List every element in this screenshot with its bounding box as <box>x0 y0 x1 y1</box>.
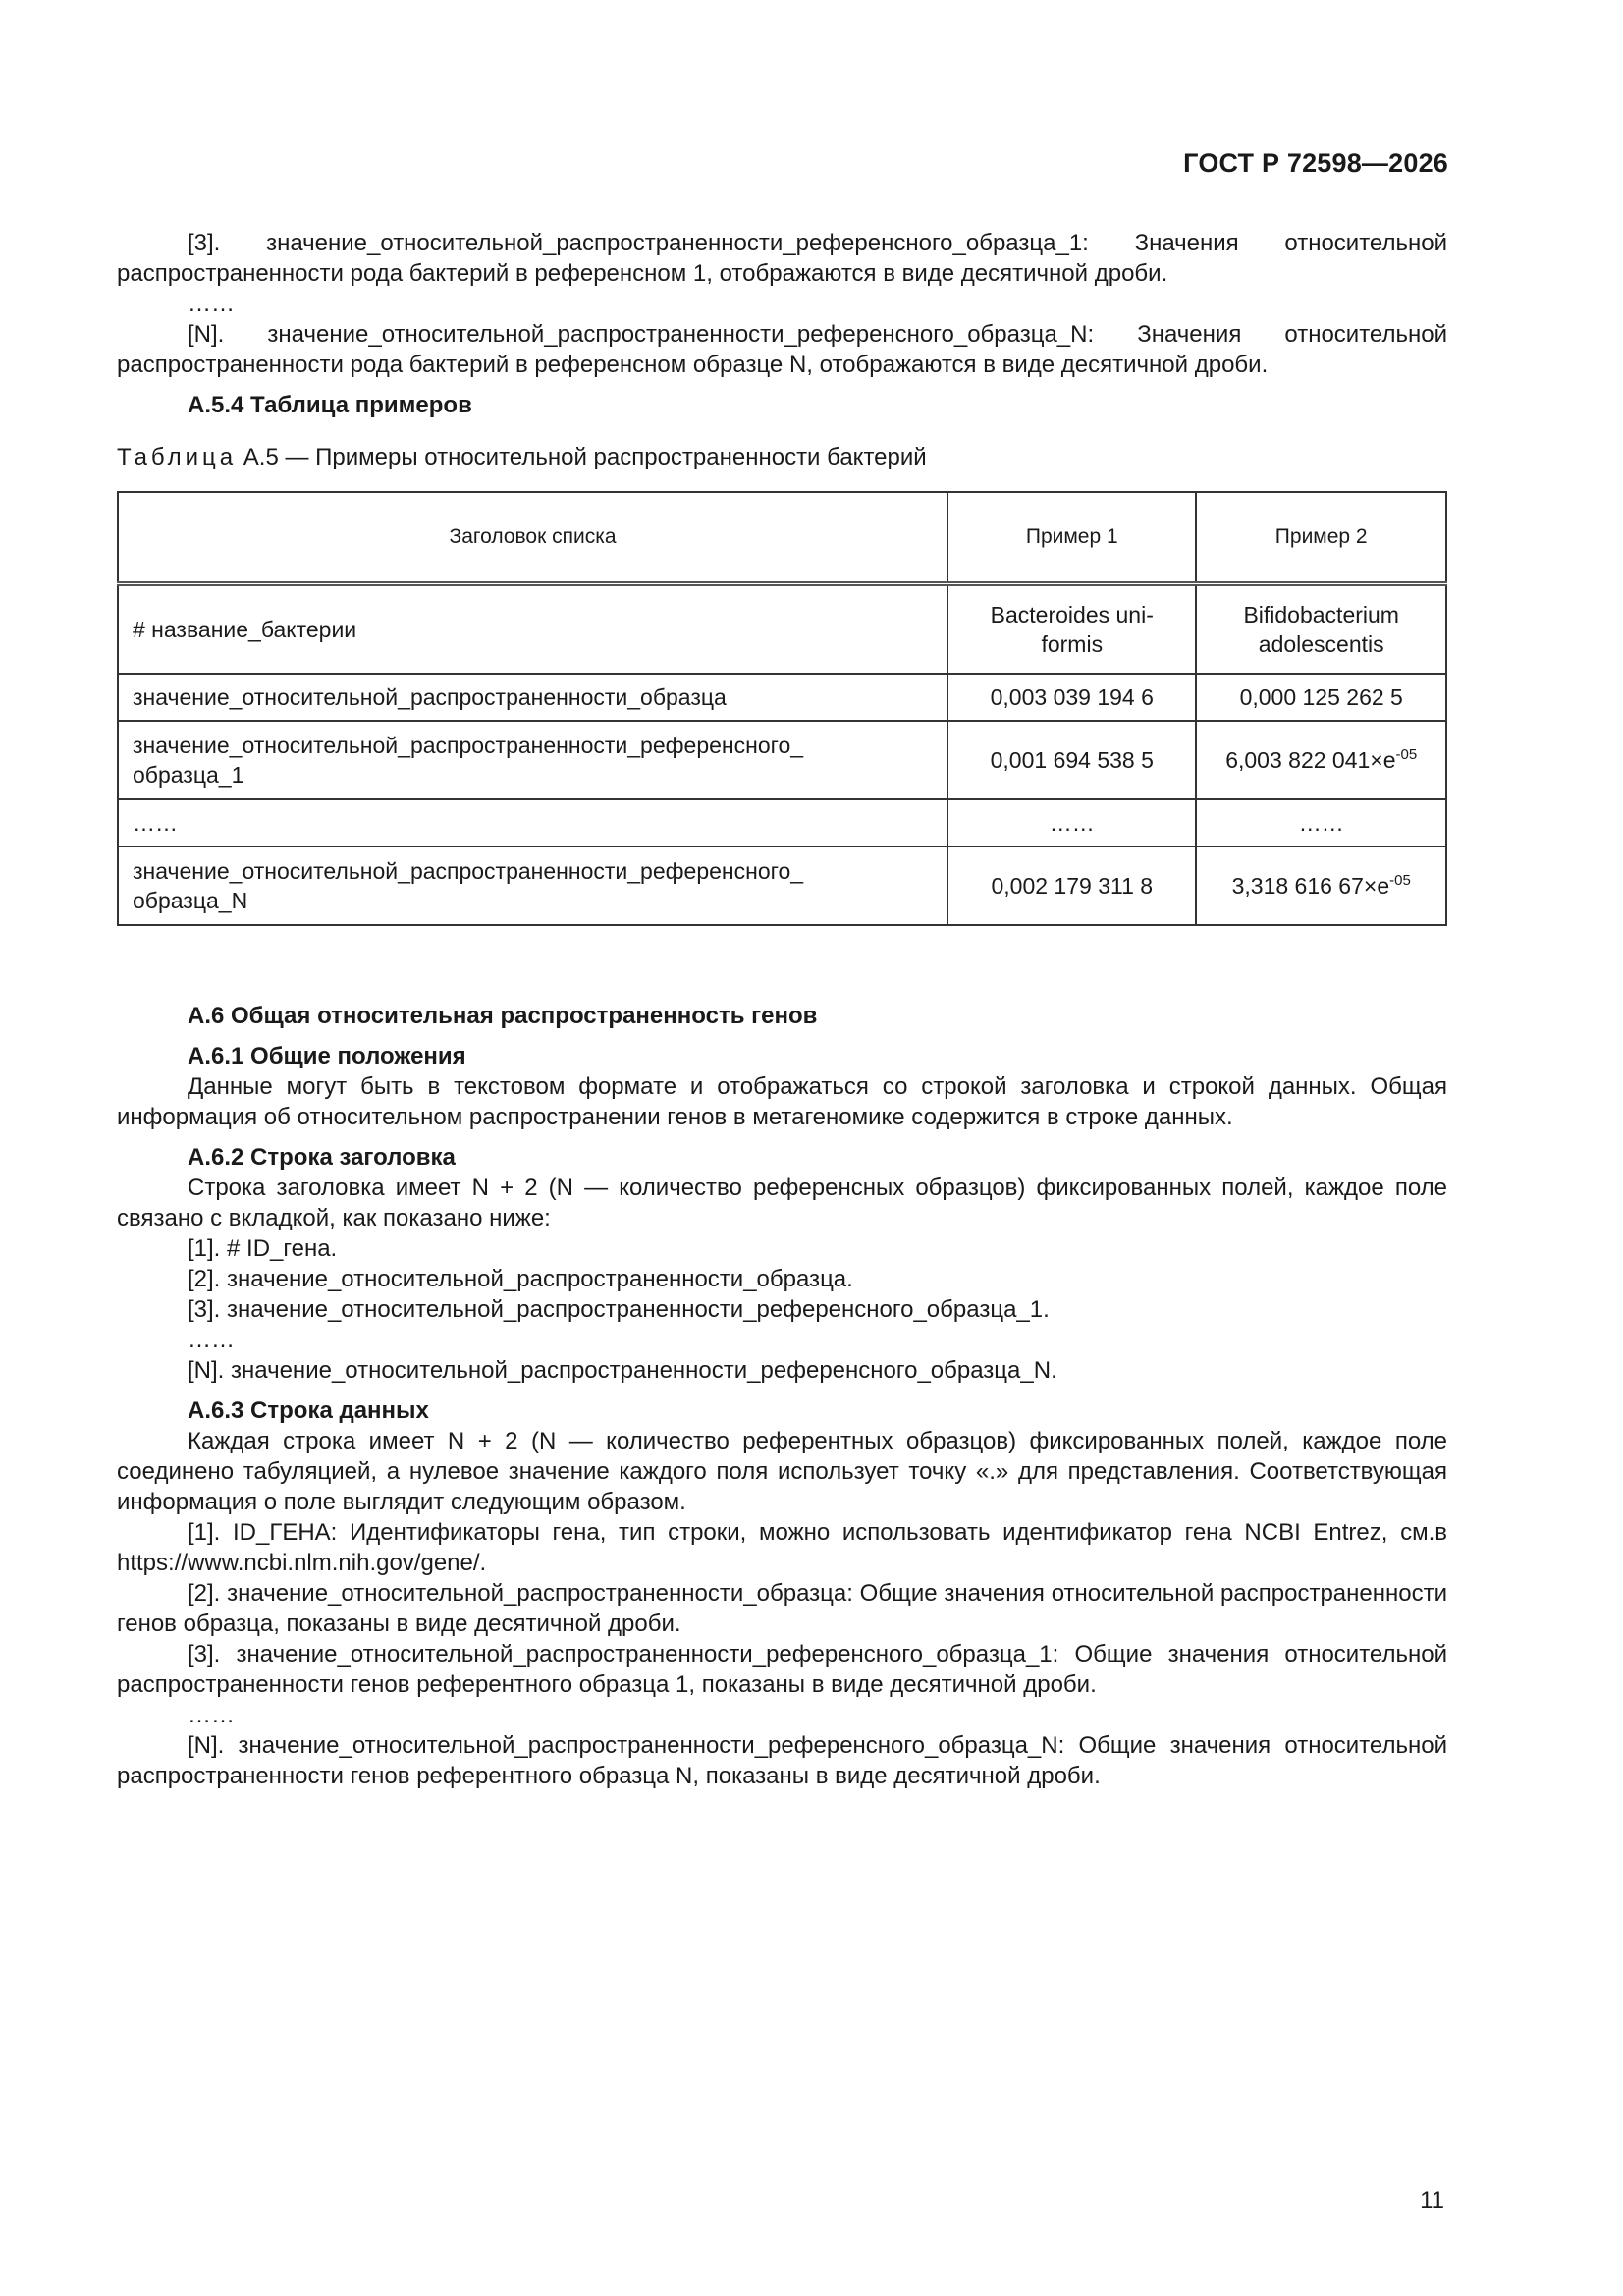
section-a6 <box>117 1001 1447 1791</box>
table-row <box>118 674 1446 721</box>
top-section <box>117 228 1447 472</box>
paragraph-a63-item-n: [N]. значение_относительной_распространенности_референсного_образца_N: Общие значения относительной распространенности генов референтного образца N, показаны в виде десятичной дроби. <box>117 1732 1447 1789</box>
row-label: значение_относительной_распространенности_референсного_ образца_N <box>118 847 947 925</box>
list-item: [1]. # ID_гена. <box>188 1235 338 1262</box>
table-header-row <box>118 492 1446 584</box>
list-item: [3]. значение_относительной_распространенности_референсного_образца_1. <box>188 1296 1050 1323</box>
row-label: значение_относительной_распространенности_референсного_ образца_1 <box>118 721 947 799</box>
header-cell-list-title: Заголовок списка <box>118 492 947 584</box>
cell-example-1: 0,001 694 538 5 <box>947 721 1196 799</box>
value-exponent: -05 <box>1389 872 1411 889</box>
list-item: [2]. значение_относительной_распространенности_образца. <box>188 1266 853 1292</box>
list-item: [N]. значение_относительной_распространенности_референсного_образца_N. <box>188 1357 1057 1384</box>
cell-example-1: 0,002 179 311 8 <box>947 847 1196 925</box>
cell-example-1: …… <box>947 799 1196 847</box>
paragraph-a63: Каждая строка имеет N + 2 (N — количество референтных образцов) фиксированных полей, каждое поле соединено табуляцией, а нулевое значение каждого поля использует точку «.» для представления. Соответствующая информация о поле выглядит следующим образом. <box>117 1428 1447 1515</box>
header-cell-example-2: Пример 2 <box>1196 492 1446 584</box>
paragraph-a61: Данные могут быть в текстовом формате и отображаться со строкой заголовка и строкой данных. Общая информация об относительном распространении генов в метагеномике содержится в строке данных. <box>117 1073 1447 1130</box>
table-row <box>118 584 1446 675</box>
row-label: …… <box>118 799 947 847</box>
cell-example-2 <box>1196 847 1446 925</box>
cell-example-2: 0,000 125 262 5 <box>1196 674 1446 721</box>
cell-example-1: 0,003 039 194 6 <box>947 674 1196 721</box>
table-row <box>118 847 1446 925</box>
paragraph-a63-item-3: [3]. значение_относительной_распространенности_референсного_образца_1: Общие значения относительной распространенности генов референтного образца 1, показаны в виде десятичной дроби. <box>117 1641 1447 1698</box>
examples-table <box>117 491 1447 926</box>
row-label: # название_бактерии <box>118 584 947 675</box>
value-exponent: -05 <box>1395 746 1418 763</box>
paragraph-a62: Строка заголовка имеет N + 2 (N — количество референсных образцов) фиксированных полей, каждое поле связано с вкладкой, как показано ниже: <box>117 1175 1447 1231</box>
cell-example-2: Bifidobacterium adolescentis <box>1196 584 1446 675</box>
value-base: 6,003 822 041×e <box>1225 747 1396 773</box>
section-heading-a6: А.6 Общая относительная распространенность генов <box>188 1003 818 1029</box>
paragraph-ref-n: [N]. значение_относительной_распространенности_референсного_образца_N: Значения относительной распространенности рода бактерий в референсном образце N, отображаются в виде десятичной дроби. <box>117 321 1447 378</box>
ellipsis: …… <box>188 291 235 317</box>
table-caption-prefix: Таблица <box>117 444 238 470</box>
section-heading-a61: А.6.1 Общие положения <box>188 1043 466 1069</box>
table-caption-text: А.5 — Примеры относительной распространенности бактерий <box>243 444 927 470</box>
document-id: ГОСТ Р 72598—2026 <box>1183 148 1448 178</box>
list-item: …… <box>188 1327 235 1353</box>
paragraph-ref-1: [3]. значение_относительной_распространенности_референсного_образца_1: Значения относительной распространенности рода бактерий в референсном 1, отображаются в виде десятичной дроби. <box>117 230 1447 287</box>
table-row <box>118 799 1446 847</box>
paragraph-a63-item-1: [1]. ID_ГЕНА: Идентификаторы гена, тип строки, можно использовать идентификатор гена NCBI Entrez, см.в https://www.ncbi.nlm.nih.gov/gene/. <box>117 1519 1447 1576</box>
table-row <box>118 721 1446 799</box>
section-heading-a54: А.5.4 Таблица примеров <box>188 392 472 418</box>
section-heading-a62: А.6.2 Строка заголовка <box>188 1144 456 1171</box>
row-label: значение_относительной_распространенности_образца <box>118 674 947 721</box>
ellipsis: …… <box>188 1702 235 1728</box>
page-number: 11 <box>1420 2187 1444 2214</box>
paragraph-a63-item-2: [2]. значение_относительной_распространенности_образца: Общие значения относительной распространенности генов образца, показаны в виде десятичной дроби. <box>117 1580 1447 1637</box>
cell-example-1: Bacteroides uni- formis <box>947 584 1196 675</box>
header-cell-example-1: Пример 1 <box>947 492 1196 584</box>
cell-example-2: …… <box>1196 799 1446 847</box>
cell-example-2 <box>1196 721 1446 799</box>
table-caption <box>117 442 1447 472</box>
value-base: 3,318 616 67×e <box>1231 873 1390 899</box>
section-heading-a63: А.6.3 Строка данных <box>188 1397 429 1424</box>
